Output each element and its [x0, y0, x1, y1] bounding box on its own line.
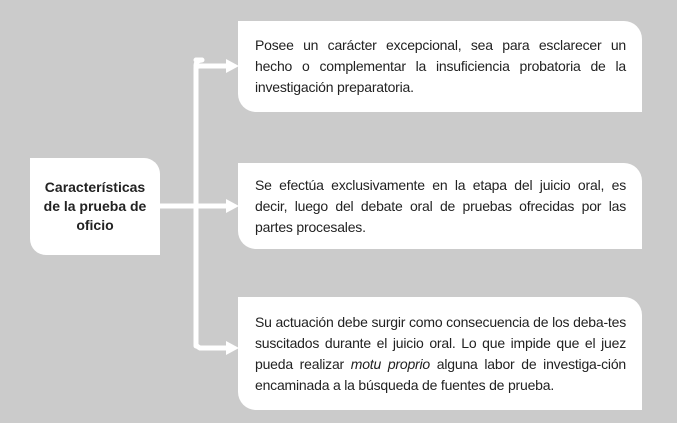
characteristic-card-3	[238, 297, 642, 410]
characteristic-text-1	[255, 35, 626, 98]
characteristic-text-3-italic: motu proprio	[350, 355, 431, 372]
characteristic-text-3-part-1: Su actuación debe surgir como consecuencia de los deba-tes suscitados durante el juicio oral. Lo que impide que el juez pueda realizar	[255, 313, 626, 372]
characteristic-text-1-part-1: Posee un carácter excepcional, sea para esclarecer un hecho o complementar la insuficiencia probatoria de la investigación preparatoria.	[255, 37, 626, 95]
central-label: Características de la prueba de oficio	[43, 179, 147, 233]
central-node	[30, 158, 160, 255]
characteristic-text-3-part-3: alguna labor de investiga-ción encaminada a la búsqueda de fuentes de prueba.	[255, 355, 626, 393]
characteristic-card-2	[238, 163, 642, 249]
connector-branch-1	[196, 66, 228, 68]
characteristic-text-3	[255, 312, 626, 396]
connector-spine	[196, 60, 202, 346]
characteristic-text-2	[255, 175, 626, 238]
characteristic-text-2-part-1: Se efectúa exclusivamente en la etapa del juicio oral, es decir, luego del debate oral de pruebas ofrecidas por las partes procesales.	[255, 176, 626, 235]
characteristic-card-1	[238, 21, 642, 112]
connector-branch-3	[196, 344, 228, 348]
